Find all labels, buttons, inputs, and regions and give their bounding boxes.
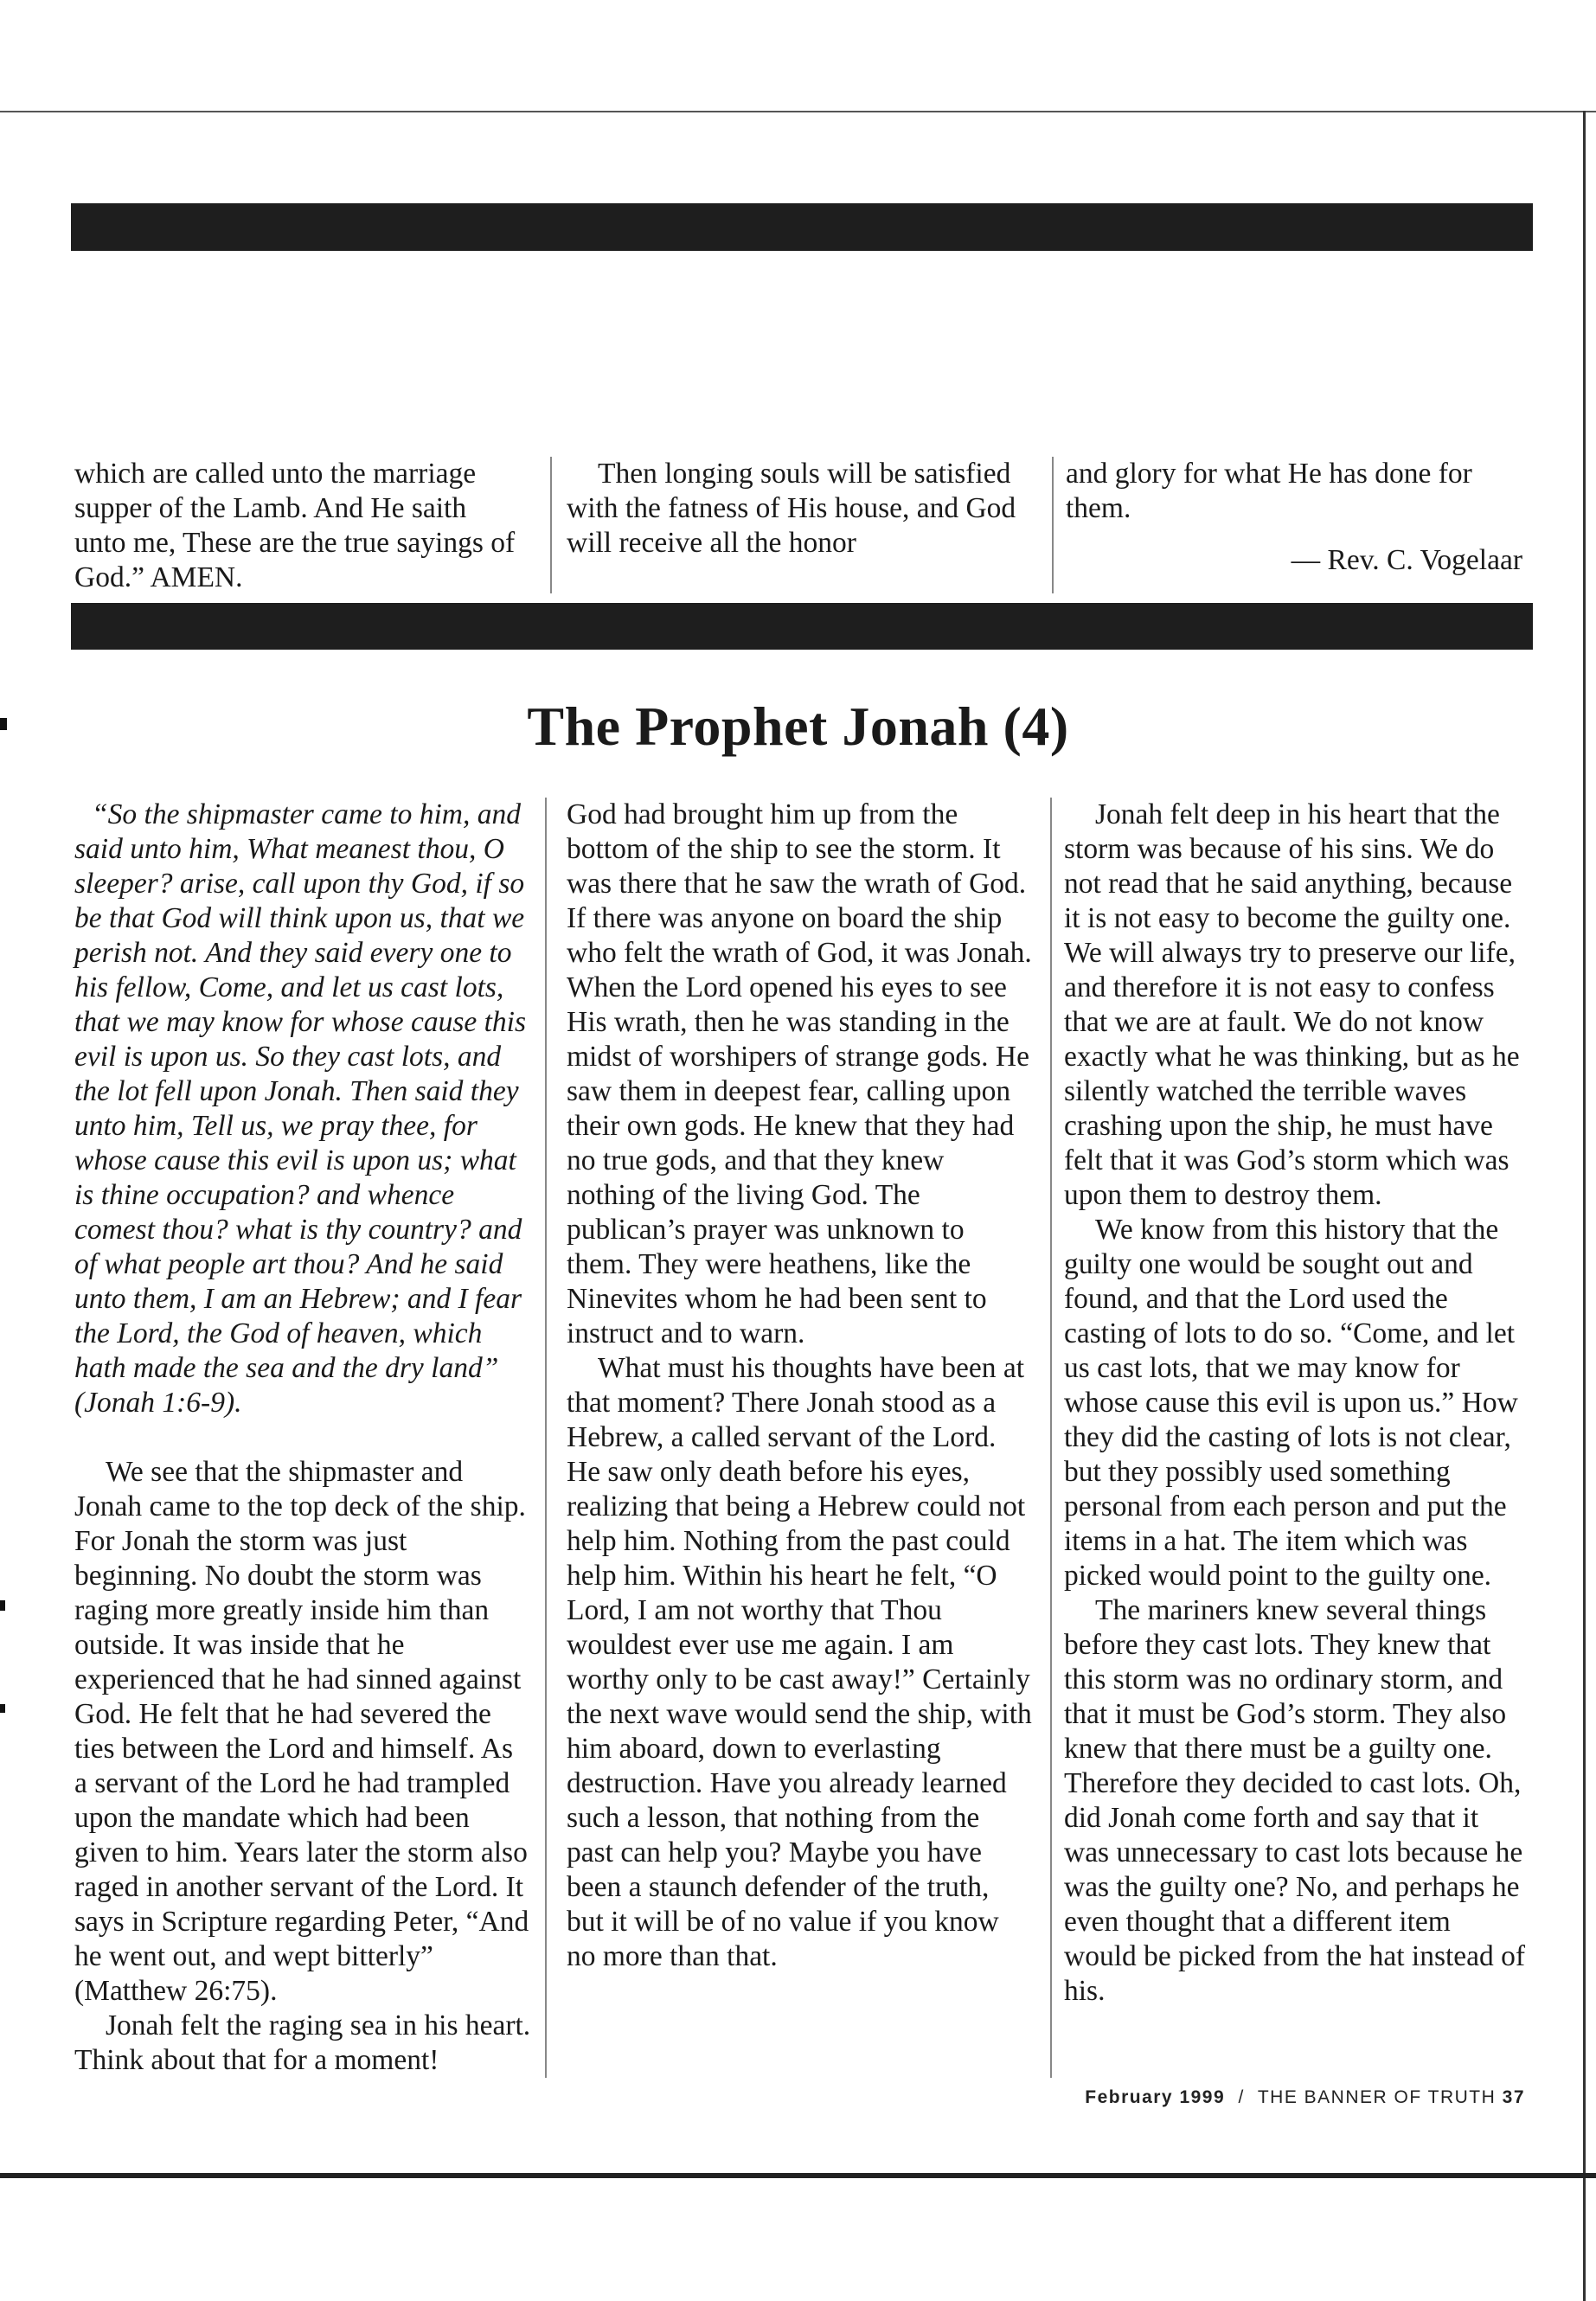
article-paragraph: God had brought him up from the bottom of the ship to see the storm. It was there that he saw the wrath of God. If there was anyone on board the ship who felt the wrath of God, it was Jonah. When the Lord opened his eyes to see His wrath, then he was standing in the midst of worshipers of strange gods. He saw them in deepest fear, calling upon their own gods. He knew that they had no true gods, and that they knew nothing of the living God. The publican’s prayer was unknown to them. They were heathens, like the Ninevites whom he had been sent to instruct and to warn. bbox=[567, 798, 1032, 1349]
top-column-2 bbox=[567, 457, 1025, 561]
top-column-rule-2 bbox=[1052, 457, 1054, 593]
top-column-3-text: and glory for what He has done for them. bbox=[1066, 458, 1472, 524]
right-scan-edge bbox=[1583, 111, 1586, 2301]
scripture-text: “So the shipmaster came to him, and said unto him, What meanest thou, O sleeper? arise, call upon thy God, if so be that God will think upon us, that we perish not. And they said every one to his fellow, Come, and let us cast lots, that we may know for whose cause this evil is upon us. So they cast lots, and the lot fell upon Jonah. Then said they unto him, Tell us, we pray thee, for whose cause this evil is upon us; what is thine occupation? and whence comest thou? what is thy country? and of what people art thou? And he said unto them, I am an Hebrew; and I fear the Lord, the God of heaven, which hath made the sea and the dry land” bbox=[74, 798, 526, 1384]
page-footer bbox=[1085, 2087, 1525, 2108]
top-column-1-text: which are called unto the marriage supper of the Lamb. And He saith unto me, These are the true sayings of God.” AMEN. bbox=[74, 458, 516, 593]
top-column-3 bbox=[1066, 457, 1522, 578]
footer-date: February 1999 bbox=[1085, 2087, 1226, 2107]
article-paragraph: Jonah felt deep in his heart that the storm was because of his sins. We do not read that he said anything, because it is not easy to become the guilty one. We will always try to preserve our life, and therefore it is not easy to confess that we are at fault. We do not know exactly what he was thinking, but as he silently watched the terrible waves crashing upon the ship, he must have felt that it was God’s storm which was upon them to destroy them. bbox=[1064, 798, 1520, 1211]
article-column-rule-2 bbox=[1050, 798, 1052, 2078]
article-column-3 bbox=[1064, 798, 1527, 2009]
top-column-1 bbox=[74, 457, 524, 595]
article-paragraph: Jonah felt the raging sea in his heart. Think about that for a moment! bbox=[74, 2009, 531, 2076]
article-column-1 bbox=[74, 798, 533, 2078]
article-paragraph: We see that the shipmaster and Jonah came to the top deck of the ship. For Jonah the storm was just beginning. No doubt the storm was raging more greatly inside him than outside. It was inside that he experienced that he had sinned against God. He felt that he had severed the ties between the Lord and himself. As a servant of the Lord he had trampled upon the mandate which had been given to him. Years later the storm also raged in another servant of the Lord. It says in Scripture regarding Peter, “And he went out, and wept bitterly” (Matthew 26:75). bbox=[74, 1456, 529, 2007]
section-divider-bar bbox=[71, 603, 1533, 650]
article-column-2 bbox=[567, 798, 1032, 1974]
author-signature: — Rev. C. Vogelaar bbox=[1291, 544, 1522, 576]
margin-mark bbox=[0, 1600, 5, 1611]
margin-mark bbox=[0, 1704, 5, 1713]
article-title: The Prophet Jonah (4) bbox=[527, 695, 1069, 757]
top-decorative-bar bbox=[71, 203, 1533, 251]
article-paragraph: What must his thoughts have been at that moment? There Jonah stood as a Hebrew, a called servant of the Lord. He saw only death before his eyes, realizing that being a Hebrew could not help him. Nothing from the past could help him. Within his heart he felt, “O Lord, I am not worthy that Thou wouldest ever use me again. I am worthy only to be cast away!” Certainly the next wave would send the ship, with him aboard, down to everlasting destruction. Have you already learned such a lesson, that nothing from the past can help you? Maybe you have been a staunch defender of the truth, but it will be of no value if you know no more than that. bbox=[567, 1352, 1032, 1972]
footer-page-number: 37 bbox=[1502, 2087, 1525, 2107]
footer-publication: THE BANNER OF TRUTH bbox=[1257, 2087, 1497, 2107]
top-scan-line bbox=[0, 111, 1596, 112]
scripture-reference: (Jonah 1:6-9). bbox=[74, 1387, 242, 1419]
scripture-quote bbox=[74, 798, 533, 1420]
top-column-rule-1 bbox=[550, 457, 552, 593]
article-column-rule-1 bbox=[545, 798, 547, 2078]
bottom-scan-line bbox=[0, 2173, 1596, 2178]
article-paragraph: We know from this history that the guilty one would be sought out and found, and that the Lord used the casting of lots to do so. “Come, and let us cast lots, that we may know for whose cause this evil is upon us.” How they did the casting of lots is not clear, but they possibly used something personal from each person and put the items in a hat. The item which was picked would point to the guilty one. bbox=[1064, 1214, 1518, 1592]
footer-separator: / bbox=[1238, 2087, 1245, 2107]
article-paragraph: The mariners knew several things before they cast lots. They knew that this storm was no ordinary storm, and that it must be God’s storm. They also knew that there must be a guilty one. Therefore they decided to cast lots. Oh, did Jonah come forth and say that it was unnecessary to cast lots because he was the guilty one? No, and perhaps he even thought that a different item would be picked from the hat instead of his. bbox=[1064, 1594, 1526, 2007]
top-column-2-text: Then longing souls will be satisfied with the fatness of His house, and God will receive all the honor bbox=[567, 458, 1016, 559]
